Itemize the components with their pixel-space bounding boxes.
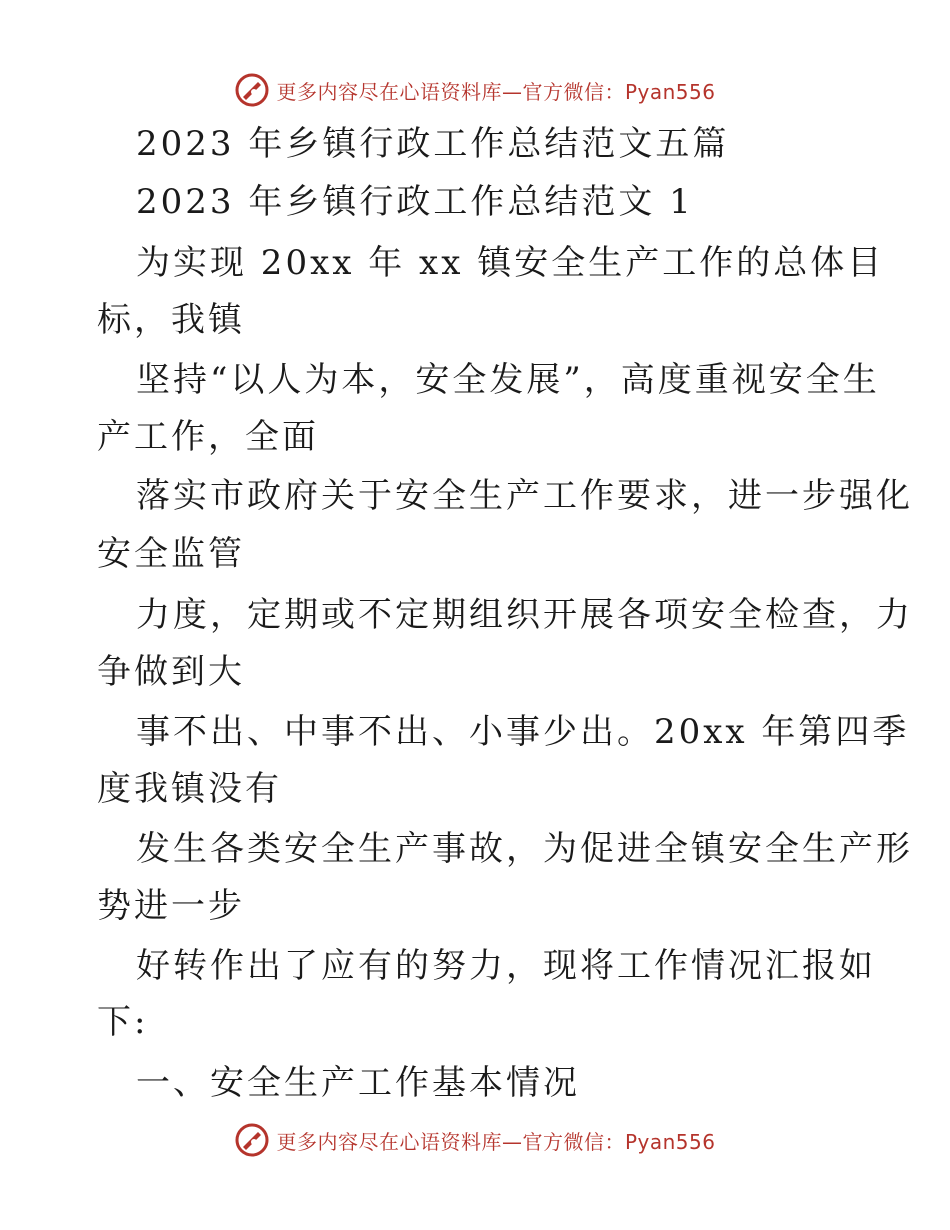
paragraph-line: 安全监管 — [97, 534, 245, 574]
paragraph-line: 产工作，全面 — [97, 417, 319, 457]
paragraph-line: 坚持“以人为本，安全发展”，高度重视安全生 — [136, 360, 880, 400]
paragraph-line: 发生各类安全生产事故，为促进全镇安全生产形 — [136, 829, 913, 869]
watermark-text: 更多内容尽在心语资料库—官方微信：Pyan556 — [276, 79, 716, 104]
document-title: 2023 年乡镇行政工作总结范文五篇 — [136, 124, 730, 164]
header-watermark — [0, 70, 950, 110]
paragraph-line: 为实现 20xx 年 xx 镇安全生产工作的总体目 — [136, 243, 885, 283]
paragraph-line: 争做到大 — [97, 652, 245, 692]
paragraph-line: 落实市政府关于安全生产工作要求，进一步强化 — [136, 476, 913, 516]
seal-pen-icon — [234, 72, 270, 108]
watermark-text: 更多内容尽在心语资料库—官方微信：Pyan556 — [276, 1129, 716, 1154]
paragraph-line: 好转作出了应有的努力，现将工作情况汇报如 — [136, 946, 876, 986]
paragraph-line: 度我镇没有 — [97, 769, 282, 809]
paragraph-line: 事不出、中事不出、小事少出。20xx 年第四季 — [136, 712, 910, 752]
paragraph-line: 势进一步 — [97, 886, 245, 926]
footer-watermark — [0, 1120, 950, 1160]
paragraph-line: 下: — [97, 1002, 149, 1042]
paragraph-line: 标，我镇 — [97, 300, 245, 340]
section-heading: 一、安全生产工作基本情况 — [136, 1063, 580, 1103]
section-title: 2023 年乡镇行政工作总结范文 1 — [136, 182, 694, 222]
seal-pen-icon — [234, 1122, 270, 1158]
paragraph-line: 力度，定期或不定期组织开展各项安全检查，力 — [136, 595, 913, 635]
